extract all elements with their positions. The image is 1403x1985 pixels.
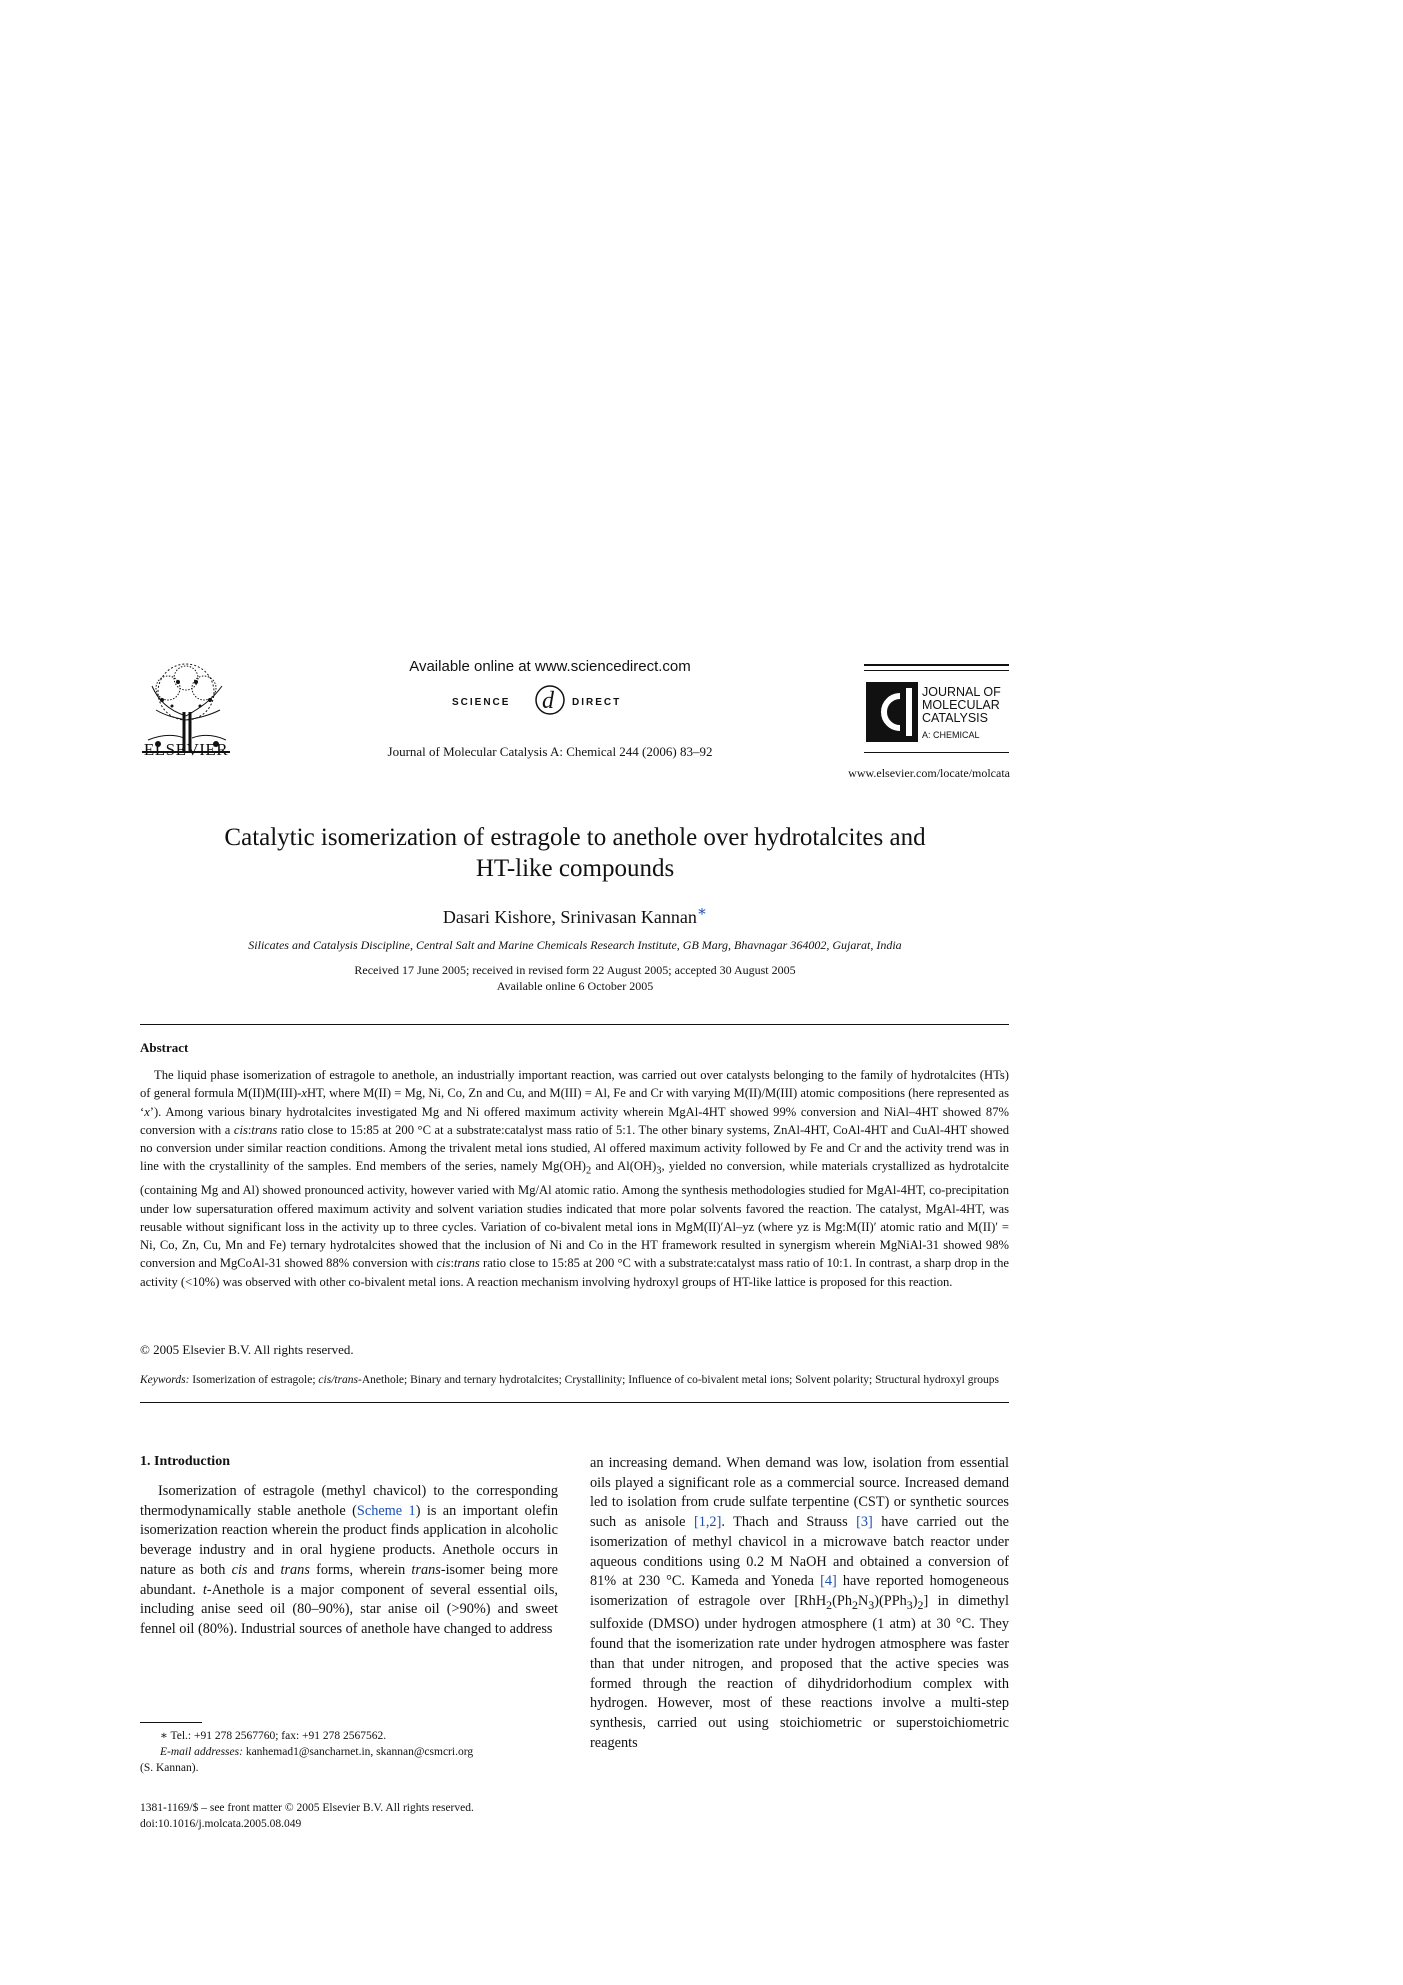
abstract-body: The liquid phase isomerization of estragole to anethole, an industrially important reaction, was carried out over catalysts belonging to the family of hydrotalcites (HTs) of general formula M(II)M(III)-xHT, where M(II) = Mg, Ni, Co, Zn and Cu, and M(III) = Al, Fe and Cr with varying M(II)/M(III) atomic compositions (here represented as ‘x’). Among various binary hydrotalcites investigated Mg and Ni offered maximum activity wherein MgAl-4HT showed 99% conversion and NiAl–4HT showed 87% conversion with a cis:trans ratio close to 15:85 at 200 °C at a substrate:catalyst mass ratio of 5:1. The other binary systems, ZnAl-4HT, CoAl-4HT and CuAl-4HT showed no conversion under similar reaction conditions. Among the trivalent metal ions studied, Al offered maximum activity followed by Fe and Cr and the activity trend was in line with the crystallinity of the samples. End members of the series, namely $Mg(OH)_2$ and $Al(OH)_3$, yielded no conversion, while materials crystallized as hydrotalcite (containing Mg and Al) showed pronounced activity, however varied with Mg/Al atomic ratio. Among the synthesis methodologies studied for MgAl-4HT, co-precipitation under low supersaturation offered maximum activity and solvent variation studies indicated that more polar solvents favored the reaction. The catalyst, MgAl-4HT, was reusable without significant loss in the activity up to three cycles. Variation of co-bivalent metal ions in MgM(II)′Al–yz (where yz is Mg:M(II)′ atomic ratio and M(II)′ = Ni, Co, Zn, Cu, Mn and Fe) ternary hydrotalcites showed that the inclusion of Ni and Co in the HT framework resulted in synergism wherein MgNiAl-31 showed 98% conversion and MgCoAl-31 showed 88% conversion with cis:trans ratio close to 15:85 at 200 °C with a substrate:catalyst mass ratio of 10:1. In contrast, a sharp drop in the activity (<10%) was observed with other co-bivalent metal ions. A reaction mechanism involving hydroxyl groups of HT-like lattice is proposed for this reaction. [140,1068,1009,1289]
journal-logo-subtitle: A: CHEMICAL [922,730,980,740]
section-heading-introduction: 1. Introduction [140,1454,230,1469]
available-date: Available online 6 October 2005 [496,979,654,993]
body-column-right [590,1454,1009,1753]
author-list [140,902,1010,928]
reference-link[interactable]: [3] [856,1514,873,1531]
journal-logo-mark [866,682,918,742]
affiliation: Silicates and Catalysis Discipline, Central Salt and Marine Chemicals Research Institute, GB Marg, Bhavnagar 364002, Gujarat, India [248,938,902,952]
footnote-contact: ∗ Tel.: +91 278 2567760; fax: +91 278 2567562. [160,1730,387,1742]
journal-logo-rule [864,752,1009,753]
issn-line: 1381-1169/$ – see front matter © 2005 Elsevier B.V. All rights reserved. [140,1802,474,1814]
reference-link[interactable]: [1,2] [693,1514,722,1531]
authors-text: Dasari Kishore, Srinivasan Kannan [442,907,697,927]
reference-link[interactable]: [4] [820,1573,837,1590]
intro-paragraph-continued: an increasing demand. When demand was low, isolation from essential oils played a significant role as a commercial source. Increased demand led to isolation from crude sulfate terpentine (CST) or synthetic sources such as anisole [1,2]. Thach and Strauss [3] have carried out the isomerization of methyl chavicol in a microwave batch reactor under aqueous conditions using 0.2 M NaOH and obtained a conversion of 81% at 230 °C. Kameda and Yoneda [4] have reported homogeneous isomerization of estragole over $[RhH_2(Ph_2N_3)(PPh_3)_2]$ in dimethyl sulfoxide (DMSO) under hydrogen atmosphere (1 atm) at 30 °C. They found that the isomerization rate under hydrogen atmosphere was faster than that under nitrogen, and proposed that the active species was formed through the reaction of dihydridorhodium complex with hydrogen. However, most of these reactions involve a multi-step synthesis, carried out using stoichiometric or superstoichiometric reagents [590,1455,1009,1751]
footnote-rule [140,1722,202,1723]
footnote [140,1728,560,1776]
journal-citation: Journal of Molecular Catalysis A: Chemical 244 (2006) 83–92 [387,744,713,759]
journal-logo-line: JOURNAL OF [922,685,1001,699]
scheme-1-link[interactable]: Scheme 1 [356,1502,416,1519]
title-line: Catalytic isomerization of estragole to anethole over hydrotalcites and [224,824,926,851]
sd-right-word: DIRECT [572,697,622,708]
corresponding-author-link[interactable]: ∗ [696,904,708,920]
body-column-left [140,1454,558,1640]
journal-logo-line: CATALYSIS [922,711,988,725]
article-dates [140,962,1010,994]
keywords-label: Keywords: [140,1374,190,1386]
publisher-name: ELSEVIER [143,740,229,759]
divider [140,1024,1009,1025]
divider [140,1402,1009,1403]
sciencedirect-logo [450,678,650,720]
email-links[interactable]: kanhemad1@sancharnet.in, skannan@csmcri.org [242,1746,474,1758]
doi-line[interactable]: doi:10.1016/j.molcata.2005.08.049 [140,1818,302,1830]
journal-logo-line: MOLECULAR [922,698,1000,712]
article-title [140,822,1010,884]
footnote-name: (S. Kannan). [140,1762,199,1774]
journal-logo-rule [864,664,1009,666]
intro-paragraph: Isomerization of estragole (methyl chavicol) to the corresponding thermodynamically stable anethole (Scheme 1) is an important olefin isomerization reaction wherein the product finds application in alcoholic beverage industry and in oral hygiene products. Anethole occurs in nature as both cis and trans forms, wherein trans-isomer being more abundant. t-Anethole is a major component of several essential oils, including anise seed oil (80–90%), star anise oil (>90%) and sweet fennel oil (80%). Industrial sources of anethole have changed to address [140,1483,559,1637]
journal-url-link[interactable]: www.elsevier.com/locate/molcata [848,766,1010,780]
keywords: Keywords: Isomerization of estragole; cis/trans-Anethole; Binary and ternary hydrotalcites; Crystallinity; Influence of co-bivalent metal ions; Solvent polarity; Structural hydroxyl groups [140,1374,1000,1386]
received-dates: Received 17 June 2005; received in revised form 22 August 2005; accepted 30 August 2005 [354,963,796,977]
journal-logo-rule [864,670,1009,671]
abstract-heading: Abstract [140,1040,189,1055]
footnote-email: E-mail addresses: kanhemad1@sancharnet.in, skannan@csmcri.org [160,1746,474,1758]
sd-left-word: SCIENCE [452,697,511,708]
abstract-copyright: © 2005 Elsevier B.V. All rights reserved. [140,1342,354,1357]
article-identifiers [140,1800,580,1832]
available-online-text[interactable]: Available online at www.sciencedirect.com [409,658,691,675]
title-line: HT-like compounds [475,855,675,882]
svg-text:d: d [542,688,554,714]
journal-logo-title [922,686,1022,725]
